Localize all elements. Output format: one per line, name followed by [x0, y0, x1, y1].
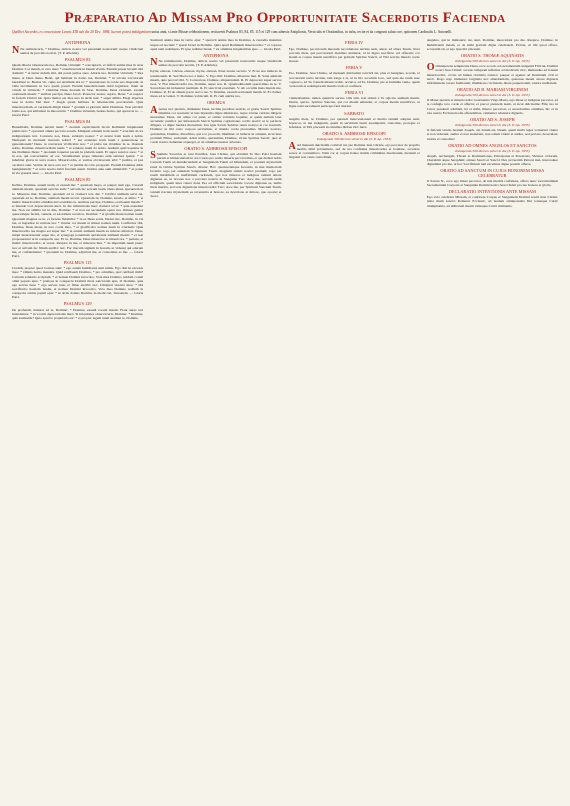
antiphona-heading: ANTIPHONA: [64, 40, 91, 46]
feria-5-text: Tuo, Domine, Jesu Christe, ad mensam dulcissimi convivii tui, pius et benignus, accede, et peccatorum turba territus, tam longe a te, ut in illo accedam loco, sed quia me reum esse cognosco, ad Te, fontem misericordiæ, accurro; ad Te, Domine, pie et humilite venio, quem creatorem et redemptorem meum credo et confiteor.: [288, 71, 420, 88]
indulgence-note: Indulgentia 500 dierum semel in die (S. P. Ap. 1933): [316, 137, 392, 142]
feria-continued: Angelus, qui in ministerio tuo sunt, Domine, intercedant pro me. Respice, Domine, in humilitatem meam, et da mihi gratiam digne celebrandi. Præsta, ut tibi quod offero, acceptum sit, et ego ipse tibi placeam.: [426, 38, 558, 51]
drop-cap: S: [150, 150, 156, 162]
psalm-83-text: Quam dilecta tabernacula tua, Domine virtutum: * concupiscit, et deficit anima mea in atria Domini. Cor meum, et caro mea: * exsultaverunt in Deum vivum. Etenim passer invenit sibi domum: * et turtur nidum sibi, ubi ponat pullos suos. Altaria tua, Domine virtutum: * Rex meus, et Deus meus. Beati, qui habitant in domo tua, Domine: * in sæcula sæculorum laudabunt te. Beatus vir, cujus est auxilium abs te: * ascensiones in corde suo disposuit, in valle lacrimarum, in loco quem posuit. Etenim benedictionem dabit legislator, ibunt de virtute in virtutem: * videbitur Deus deorum in Sion. Domine, Deus virtutum, exaudi orationem meam: * auribus percipe, Deus Jacob. Protector noster, aspice, Deus: * et respice in faciem Christi tui. Quia melior est dies una in atriis tuis: * super millia. Elegi abjectus esse in domo Dei mei: * magis quam habitare in tabernaculis peccatorum. Quia misericordiam, et veritatem diligit Deus: * gratiam et gloriam dabit Dominus. Non privabit bonis eos, qui ambulant in innocentia: * Domine virtutum, beatus homo, qui sperat in te. — Gloria Patri.: [12, 63, 144, 117]
antiphona-text-2: N Ne reminiscaris, Domine, delicta nostra vel parentum nostrorum: neque vindictam sumas de peccatis nostris. (T. P. Alleluia).: [150, 57, 282, 69]
indulgence-note: Indulgentia 500 dierum semel in die (S. P. Ap. 1933): [455, 123, 530, 128]
oratio-ambrosii-text: S Summe Sacerdos et vere Pontifex, Jesu Christe, qui obtulisti Te Deo Patri hostiam puram et immaculatam in ara Crucis pro nobis miseris peccatoribus, et qui dedisti nobis Carnem Tuam ad manducandum et Sanguinem Tuum ad bibendum, et posuisti mysterium istud in virtute Spiritus Sancti, dicens: Hæc quotiescumque feceritis, in mei memoriam facietis: rogo per eumdem Sanguinem Tuum, magnum salutis nostræ pretium; rogo per istam mirabilem et ineffabilem caritatem, qua nos miseros et indignos tantum amare dignatus es, ut lavares nos a peccatis nostris in Sanguine Tuo: doce me, servum tuum indignum, quem inter cetera dona Tua ad officium sacerdotale vocare dignatus es, nullis meis meritis, sed sola dignatione misericordiæ Tuæ; doce me, per Spiritum Sanctum Tuum, tantum tractare mysterium ea reverentia et honore, ea devotione et timore, quo oportet et decet.: [150, 150, 282, 198]
declaratio-heading: DECLARATIO INTENTIONIS ANTE MISSAM: [448, 189, 536, 195]
drop-cap: A: [288, 140, 296, 152]
psalm-129-text: De profundis clamavi ad te, Domine: * Domine, exaudi vocem meam. Fiant aures tuæ intendentes: * in vocem deprecationis meæ. Si iniquitates observaveris, Domine: * Domine, quis sustinebit? Quia apud te propitiatio est: * et propter legem tuam sustinui te, Domine.: [12, 307, 144, 320]
oratio-ambrosii-2-heading: ORATIO S. AMBROSII EPISCOPI: [322, 131, 386, 137]
feria-4-text: Ego, Domine, peccatorum meorum recordatione territus sum, adeat, ad altare Tuum, lavet peccatis meis, qui peccatorum manibus sustineat, ut in digno sacrificio vel offeram; cor meum et corpus meum sanctifica per gratiam Spiritus Sancti, ut Tibi servire mundo corde merear.: [288, 46, 420, 64]
drop-cap: A: [150, 104, 158, 116]
psalm-129-heading: PSALMUS 129: [63, 301, 92, 307]
oratio-angelos-heading: ORATIO AD OMNES ANGELOS ET SANCTOS: [448, 142, 537, 148]
oremus-text: A Aures tuæ pietatis, mitissime Deus, inclina precibus nostris, et gratia Sancti Spiritus illumina cor nostrum: ut tuis mysteriis digne ministrare, teque æterna caritate diligere mereamur. Deus, cui omne cor patet, et omnis voluntas loquitur, et quem nullum latet secretum: purifica per infusionem Sancti Spiritus cogitationes cordis nostri; ut te perfecte diligere, et digne laudare mereamur. Ure igne Sancti Spiritus renes nostros et cor nostrum, Domine: ut tibi casto corpore serviamus, et mundo corde placeamus. Mentes nostras, quæsumus, Domine, Paraclitus, qui a te procedit, illuminet: et inducat in omnem, sicut tuus promisit Filius, veritatem. Adsit nobis, quæsumus, Domine, virtus Spiritus Sancti: quæ et corda nostra clementer expurget, et ab omnibus tueatur adversis.: [150, 104, 282, 144]
psalm-84-text: Benedixisti, Domine, terram tuam: * avertisti captivitatem Jacob. Remisisti iniquitatem plebis tuæ: * operuisti omnia peccata eorum. Mitigasti omnem iram tuam: * avertisti ab ira indignationis tuæ. Converte nos, Deus, salutaris noster: * et averte iram tuam a nobis. Numquid in æternum irasceris nobis? * aut extendes iram tuam a generatione in generationem? Deus, tu conversus vivificabis nos: * et plebs tua lætabitur in te. Ostende nobis, Domine, misericordiam tuam: * et salutare tuum da nobis. Audiam quid loquatur in me Dominus Deus: * quoniam loquetur pacem in plebem suam. Et super sanctos suos: * et in eos, qui convertuntur ad cor. Verumtamen prope timentes eum salutare ipsius: * ut inhabitet gloria in terra nostra. Misericordia, et veritas obviaverunt sibi: * justitia, et pax osculatæ sunt. Veritas de terra orta est: * et justitia de cælo prospexit. Etenim Dominus dabit benignitatem: * et terra nostra dabit fructum suum. Justitia ante eum ambulabit: * et ponet in via gressus suos. — Gloria Patri.: [12, 125, 144, 175]
psalm-115-text: Credidi, propter quod locutus sum: * ego autem humiliatus sum nimis. Ego dixi in excessu meo: * Omnis homo mendax. Quid retribuam Domino, * pro omnibus, quæ retribuit mihi? Calicem salutaris accipiam: * et nomen Domini invocabo. Vota mea Domino reddam coram omni populo ejus: * pretiosa in conspectu Domini mors sanctorum ejus. O Domine, quia ego servus tuus: * ego servus tuus, et filius ancillæ tuæ. Dirupisti vincula mea: * tibi sacrificabo hostiam laudis, et nomen Domini invocabo. Vota mea Domino reddam in conspectu omnis populi ejus: * in atriis domus Domini, in medio tui, Jerusalem. — Gloria Patri.: [12, 266, 144, 300]
oratio-mariam-heading: ORATIO AD B. MARIAM VIRGINEM: [456, 86, 528, 92]
indulgence-note: Indulgentia 500 dierum semel in die (S. P. Ap. 1933): [455, 148, 530, 153]
declaratio-text: Ego volo celebrare Missam, et conficere Corpus et Sanguinem Domini nostri Jesu Christi, juxta ritum sanctæ Romanæ Ecclesiæ, ad laudem omnipotentis Dei totiusque Curiæ triumphantis, ad utilitatem meam totiusque Curiæ militantis.: [426, 195, 558, 208]
intro-rest: unius anni, si ante Missæ celebrationem, recitaverit Psalmos 83, 84, 85, 115 et 129 cum adnexis Antiphonis, Versiculis et Orationibus, in infra, recite et ita congrunt saluto ore, optionem Cardinalis L. Antonelli.: [150, 30, 453, 34]
oratio-sanctum-heading: ORATIO AD SANCTUM IN CUJUS HONOREM MISSA CELEBRATUR: [440, 168, 545, 178]
drop-cap: N: [150, 57, 158, 69]
versicles: Kyrie, eleison. Christe, eleison. Kyrie, eleison. Pater noster secreto. V. Et ne nos inducas in tentationem. R. Sed libera nos a malo. V. Ego dixi: Domine, miserere mei. R. Sana animam meam, quia peccavi tibi. V. Convertere, Domine, aliquantulum. R. Et deprecare super servos tuos. V. Fiat misericordia tua, Domine, super nos. R. Quemadmodum speravimus in te. V. Sacerdotes tui induantur justitiam. R. Et sancti tui exsultent. V. Ab occultis meis munda me, Domine. R. Et ab alienis parce servo tuo. V. Domine, exaudi orationem meam. R. Et clamor meus ad te veniat. V. Dominus vobiscum. R. Et cum spiritu tuo.: [150, 69, 282, 99]
indulgence-note: Indulgentia 500 dierum semel in die (S. P. Ap. 1933): [455, 59, 530, 64]
oratio-ambrosii-heading: ORATIO S. AMBROSII EPISCOPI: [184, 146, 248, 151]
drop-cap: O: [426, 62, 435, 74]
intro-note: [12, 30, 558, 34]
sabbato-heading: SABBATO: [344, 110, 365, 116]
oratio-ambrosii-2-text: A Ad mensam dulcissimi convivii tui, pie Domine Jesu Christe, ego peccator de propriis meritis nihil præsumens, sed de tua confidens misericordia et bonitate, accedere vereor et contremisco. Nam cor et corpus habeo multis criminibus maculatum, mentem et linguam non caute custoditam.: [288, 140, 420, 159]
oratio-sanctum-text: O Sancte N., ecce ego miser peccator, de tuis meritis confidens, offero nunc sacratissimum Sacramentum Corporis et Sanguinis Domini nostri Jesu Christi pro tuo honore et gloria.: [426, 178, 558, 187]
psalm-85-text: Inclina, Domine, aurem tuam, et exaudi me: * quoniam inops, et pauper sum ego. Custodi animam meam, quoniam sanctus sum: * salvum fac servum tuum, Deus meus, sperantem in te. Miserere mei, Domine, quoniam ad te clamavi tota die: * lætifica animam servi tui, quoniam ad te, Domine, animam meam levavi. Quoniam tu, Domine, suavis, et mitis: * et multæ misericordiæ omnibus invocantibus te. Auribus percipe, Domine, orationem meam: * et intende voci deprecationis meæ. In die tribulationis meæ clamavi ad te: * quia exaudisti me. Non est similis tui in diis, Domine: * et non est secundum opera tua. Omnes gentes quascumque fecisti, venient, et adorabunt coram te, Domine: * et glorificabunt nomen tuum. Quoniam magnus es tu, et faciens mirabilia: * tu es Deus solus. Deduc me, Domine, in via tua, et ingrediar in veritate tua: * lætetur cor meum ut timeat nomen tuum. Confitebor tibi, Domine, Deus meus, in toto corde meo, * et glorificabo nomen tuum in æternum: Quia misericordia tua magna est super me: * et eruisti animam meam ex inferno inferiori. Deus, iniqui insurrexerunt super me, et synagoga potentium quæsierunt animam meam: * et non proposuerunt te in conspectu suo. Et tu, Domine, Deus miserator et misericors, * patiens, et multæ misericordiæ, et verax. Respice in me, et miserere mei, * da imperium tuum puero tuo: et salvum fac filium ancillæ tuæ. Fac mecum signum in bonum, ut videant qui oderunt me, et confundantur: * quoniam tu, Domine, adjuvisti me, et consolatus es me. — Gloria Patri.: [12, 183, 144, 258]
feria-4-heading: FERIA IV: [345, 40, 364, 46]
psalm-85-heading: PSALMUS 85: [64, 177, 91, 183]
drop-cap: N: [12, 44, 20, 56]
antiphona-text: N Ne reminiscaris, * Domine, delicta nostra vel parentum nostrorum: neque vindictam sumas de peccatis nostris. (T. P. Alleluia).: [12, 44, 144, 56]
oremus-heading: OREMUS: [206, 100, 226, 106]
oratio-joseph-text: O felicem virum, beatum Joseph, cui datum est, Deum, quem multi reges voluerunt videre et non viderunt, audire et non audierunt, non solum videre et audire, sed portare, deosculari, vestire et custodire!: [426, 128, 558, 141]
column-2: [150, 38, 281, 773]
column-4: [427, 38, 558, 773]
indulgence-note: Indulgentia 500 dierum semel in die (S. P. Ap. 1933): [455, 93, 530, 98]
intro-lead: Quilibet Sacerdos, ex concessione Leonis XIII sub die 20 Dec. 1884, lucrari potest indulgentiam: [12, 30, 151, 34]
feria-6-text: Clementissime, tamen quamvis servus vilis sim, non tamen a Te rejicias animam meam. Veniat, quæso, Spiritus Sanctus, qui cor meum emundet, et corpus meum sanctificet, ut digne tanti sacramenti particeps fieri merear.: [288, 96, 420, 109]
page-title: Præparatio Ad Missam Pro Opportunitate Sacerdotis Facienda: [64, 10, 506, 26]
text-columns: [12, 38, 558, 773]
feria-6-heading: FERIA VI: [345, 89, 364, 95]
oratio-thomae-text: O Omnipotens sempiterne Deus, ecce accedo ad sacramentum unigeniti Filii tui, Domini nostri Jesu Christi: accedo tamquam infirmus ad medicum vitæ, immundus ad fontem misericordiæ, cæcus ad lumen claritatis æternæ, pauper et egenus ad Dominum cæli et terræ. Rogo ergo immensæ largitatis tuæ abundantiam, quatenus meam curare digneris infirmitatem, lavare fœditatem, illuminare cæcitatem, ditare paupertatem, vestire nuditatem.: [426, 62, 558, 85]
psalm-129-continued: Sustinuit anima mea in verbo ejus: * speravit anima mea in Domino. A custodia matutina usque ad noctem: * speret Israel in Domino. Quia apud Dominum misericordia: * et copiosa apud eum redemptio. Et ipse redimet Israel, * ex omnibus iniquitatibus ejus. — Gloria Patri.: [150, 38, 282, 51]
antiphona-heading-2: ANTIPHONA: [203, 52, 229, 58]
psalm-115-heading: PSALMUS 115: [63, 260, 92, 266]
column-1: [12, 38, 143, 773]
psalm-83-heading: PSALMUS 83: [64, 56, 91, 62]
column-3: [289, 38, 420, 773]
psalm-84-heading: PSALMUS 84: [64, 119, 91, 125]
oratio-angelos-text: Angeli, Archangeli, Throni et Dominationes, Principatus et Potestates, Virtutes cælorum, Cherubim atque Seraphim; omnes Sancti et Sanctæ Dei, præsertim Patroni mei, intercedere dignemini pro me, ut hoc Sacrificium tam excellens digne possim offerre.: [426, 154, 558, 167]
oratio-mariam-text: O Mater pietatis et misericordiæ, beatissima Virgo Maria, ego miser et indignus peccator, ad te confugio toto corde et affectu; et precor pietatem tuam, ut sicut dulcissimo Filio tuo in Cruce pendenti adstitisti, ita et mihi, misero peccatori, et sacerdotibus omnibus, hic et in tota sancta Ecclesia hodie offerentibus, clementer adsistere digneris.: [426, 98, 558, 115]
feria-5-heading: FERIA V: [345, 65, 363, 71]
sabbato-text: Angelis meis, te, Domine, per quorum intercessionem et merita tantum adeptus sum, deprecor, ut me indignum, quem in servitium tuum assumpsisti, custodias, protegas et defendas, ut Tibi placeam in omnibus diebus vitæ meæ.: [288, 116, 420, 130]
oratio-thomae-heading: ORATIO S. THOMÆ AQUINATIS: [460, 52, 524, 58]
oratio-joseph-heading: ORATIO AD S. JOSEPH: [470, 116, 515, 122]
